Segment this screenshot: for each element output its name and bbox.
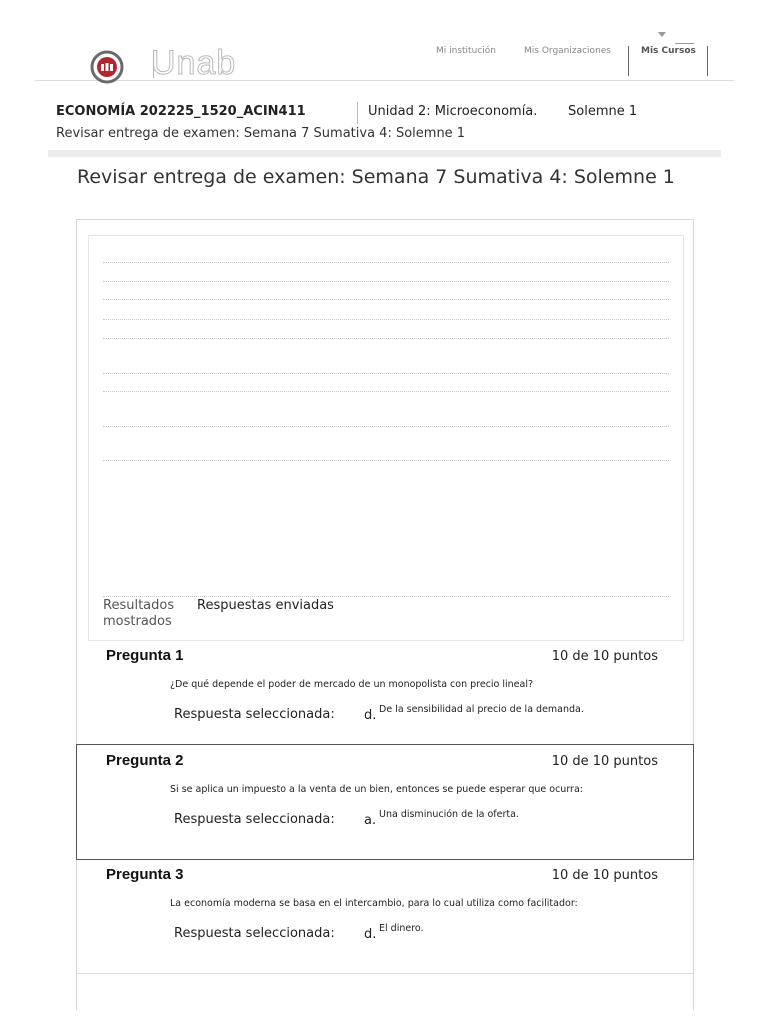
results-shown-value: Respuestas enviadas — [197, 598, 334, 613]
selected-answer-letter: d. — [364, 708, 377, 723]
unab-logo-icon[interactable] — [90, 50, 124, 84]
question-divider — [77, 973, 693, 974]
summary-row-divider — [103, 262, 669, 263]
dropdown-underline — [675, 43, 694, 44]
question-title: Pregunta 1 — [106, 647, 184, 664]
nav-mi-institucion[interactable]: Mi institución — [436, 46, 496, 56]
question-text: La economía moderna se basa en el intercambio, para lo cual utiliza como facilitador: — [170, 898, 578, 909]
question-points: 10 de 10 puntos — [551, 754, 658, 769]
nav-mis-organizaciones[interactable]: Mis Organizaciones — [524, 46, 611, 56]
question-title: Pregunta 3 — [106, 866, 184, 883]
breadcrumb-item[interactable]: Solemne 1 — [568, 104, 638, 119]
summary-row-divider — [103, 281, 669, 282]
selected-answer-label: Respuesta seleccionada: — [174, 926, 335, 941]
question-title: Pregunta 2 — [106, 752, 184, 769]
question-text: Si se aplica un impuesto a la venta de un bien, entonces se puede esperar que ocurra: — [170, 784, 583, 795]
question-1 — [77, 640, 693, 754]
breadcrumb-separator — [357, 102, 358, 124]
selected-answer-label: Respuesta seleccionada: — [174, 812, 335, 827]
summary-row-divider — [103, 391, 669, 392]
summary-row-divider — [103, 299, 669, 300]
selected-answer-text: De la sensibilidad al precio de la demanda. — [379, 704, 584, 715]
selected-answer-text: Una disminución de la oferta. — [379, 809, 519, 820]
nav-separator — [628, 46, 629, 76]
question-text: ¿De qué depende el poder de mercado de un monopolista con precio lineal? — [170, 679, 534, 690]
selected-answer-text: El dinero. — [379, 923, 424, 934]
nav-mis-cursos[interactable]: Mis Cursos — [641, 46, 696, 56]
selected-answer-letter: a. — [364, 813, 377, 828]
logo-text: Unab — [151, 44, 237, 82]
summary-row-divider — [103, 426, 669, 427]
summary-row-divider — [103, 460, 669, 461]
selected-answer-letter: d. — [364, 927, 377, 942]
attempt-summary-box — [88, 235, 684, 641]
breadcrumb-unit[interactable]: Unidad 2: Microeconomía. — [368, 104, 538, 119]
selected-answer-label: Respuesta seleccionada: — [174, 707, 335, 722]
question-points: 10 de 10 puntos — [551, 649, 658, 664]
question-3 — [77, 859, 693, 973]
breadcrumb-shadow — [48, 150, 721, 157]
breadcrumb-current-page: Revisar entrega de examen: Semana 7 Sumativa 4: Solemne 1 — [56, 126, 466, 141]
question-2[interactable] — [76, 744, 694, 860]
summary-row-divider — [103, 338, 669, 339]
summary-row-divider — [103, 319, 669, 320]
nav-separator — [707, 46, 708, 76]
page-title: Revisar entrega de examen: Semana 7 Sumativa 4: Solemne 1 — [77, 166, 675, 188]
breadcrumb-course[interactable]: ECONOMÍA 202225_1520_ACIN411 — [56, 104, 306, 119]
question-points: 10 de 10 puntos — [551, 868, 658, 883]
summary-row-divider — [103, 373, 669, 374]
top-bar — [35, 0, 734, 81]
review-container — [76, 219, 694, 1010]
summary-row-divider — [103, 596, 669, 597]
results-shown-label: Resultados mostrados — [103, 598, 175, 629]
dropdown-arrow-icon[interactable] — [658, 32, 666, 37]
